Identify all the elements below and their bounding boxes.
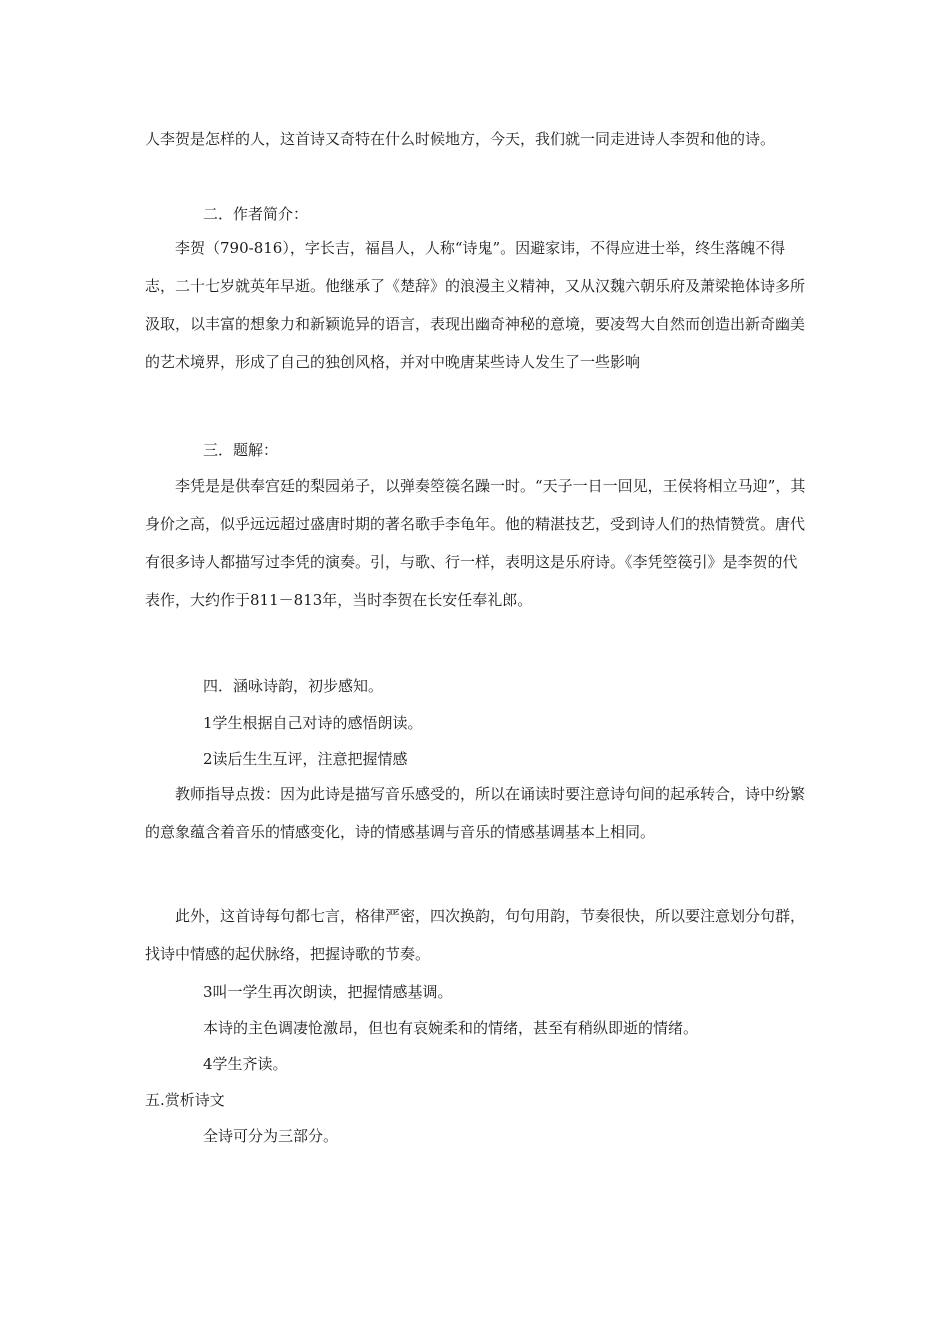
step-3-text: 3叫一学生再次朗读，把握情感基调。	[203, 983, 453, 1001]
section-5-body: 全诗可分为三部分。	[203, 1127, 339, 1145]
teacher-guidance-paragraph: 教师指导点拨：因为此诗是描写音乐感受的，所以在诵读时要注意诗句间的起承转合，诗中纷繁的意象蕴含着音乐的情感变化，诗的情感基调与音乐的情感基调基本上相同。	[145, 785, 806, 841]
section-3-heading: 三．题解：	[203, 441, 279, 459]
section-5-heading: 五.赏析诗文	[145, 1091, 225, 1109]
step-2-text: 2读后生生互评，注意把握情感	[203, 750, 408, 768]
step-1-text: 1学生根据自己对诗的感悟朗读。	[203, 714, 423, 732]
section-2-heading: 二．作者简介：	[203, 205, 309, 223]
tone-text: 本诗的主色调凄怆激昂，但也有哀婉柔和的情绪，甚至有稍纵即逝的情绪。	[203, 1019, 699, 1037]
title-explanation-paragraph: 李凭是是供奉宫廷的梨园弟子，以弹奏箜篌名躁一时。“天子一日一回见，王侯将相立马迎”，其身价之高，似乎远远超过盛唐时期的著名歌手李龟年。他的精湛技艺，受到诗人们的热情赞赏。唐代有很多诗人都描写过李凭的演奏。引，与歌、行一样，表明这是乐府诗。《李凭箜篌引》是李贺的代表作，大约作于811－813年，当时李贺在长安任奉礼郎。	[145, 477, 806, 609]
section-4-heading: 四．涵咏诗韵，初步感知。	[203, 677, 384, 695]
author-intro-paragraph: 李贺（790-816），字长吉，福昌人，人称“诗鬼”。因避家讳，不得应进士举，终生落魄不得志，二十七岁就英年早逝。他继承了《楚辞》的浪漫主义精神，又从汉魏六朝乐府及萧梁艳体诗多所汲取，以丰富的想象力和新颖诡异的语言，表现出幽奇神秘的意境，要凌驾大自然而创造出新奇幽美的艺术境界，形成了自己的独创风格，并对中晚唐某些诗人发生了一些影响	[145, 239, 806, 371]
intro-paragraph: 人李贺是怎样的人，这首诗又奇特在什么时候地方，今天，我们就一同走进诗人李贺和他的诗。	[145, 130, 776, 148]
step-4-text: 4学生齐读。	[203, 1055, 288, 1073]
rhythm-paragraph: 此外，这首诗每句都七言，格律严密，四次换韵，句句用韵，节奏很快，所以要注意划分句群，找诗中情感的起伏脉络，把握诗歌的节奏。	[145, 907, 806, 963]
